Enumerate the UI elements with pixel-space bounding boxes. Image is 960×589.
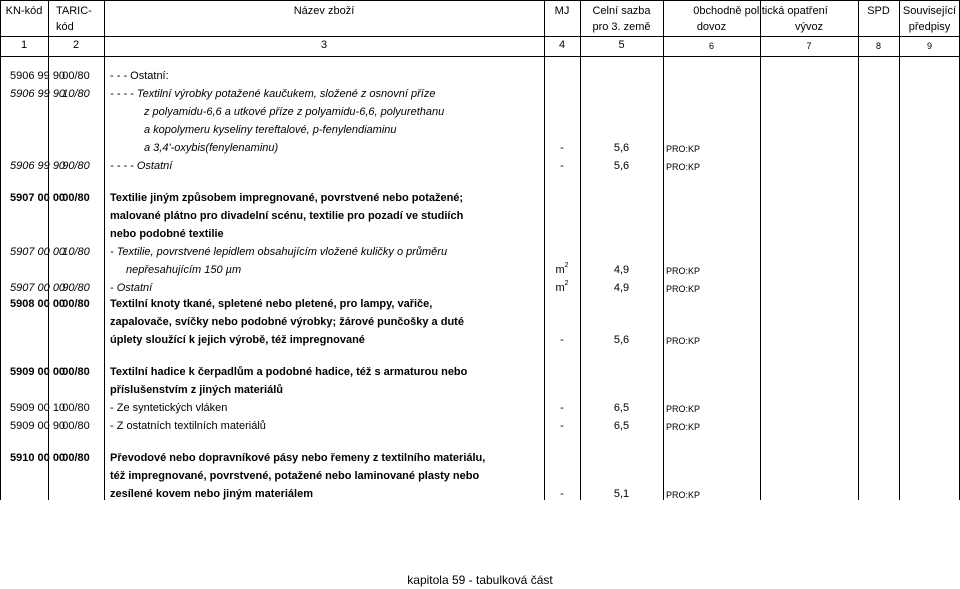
row-description: zesílené kovem nebo jiným materiálem [110, 488, 313, 500]
row-unit: - [560, 142, 564, 154]
row-import-measure: PRO:KP [666, 144, 701, 154]
row-description: a kopolymeru kyseliny tereftalové, p-fenylendiaminu [144, 124, 397, 136]
row-kn-code: 5907 00 00 [10, 246, 66, 258]
header-spd: SPD [867, 5, 890, 17]
col-border-left [0, 0, 1, 500]
header-measures: 0bchodně politická opatření [693, 5, 828, 17]
header-related: Související [902, 5, 957, 17]
row-import-measure: PRO:KP [666, 284, 701, 294]
row-kn-code: 5906 99 90 [10, 88, 66, 100]
row-description: a 3,4'-oxybis(fenylenaminu) [144, 142, 279, 154]
col-num-3: 3 [320, 39, 328, 51]
row-description: - Ze syntetických vláken [110, 402, 228, 414]
row-description: - Textilie, povrstvené lepidlem obsahujícím vložené kuličky o průměru [110, 246, 448, 258]
row-import-measure: PRO:KP [666, 490, 701, 500]
row-description: - - - Ostatní: [110, 70, 169, 82]
header-taric: TARIC- [56, 5, 92, 17]
row-import-measure: PRO:KP [666, 336, 701, 346]
row-duty-rate: 5,6 [613, 160, 630, 172]
row-duty-rate: 5,1 [613, 488, 630, 500]
row-description: Převodové nebo dopravníkové pásy nebo řemeny z textilního materiálu, [110, 452, 486, 464]
header-third-countries: pro 3. země [592, 21, 651, 33]
header-divider [0, 36, 960, 37]
row-unit: $m^2$ [555, 280, 569, 294]
row-import-measure: PRO:KP [666, 404, 701, 414]
row-description: úplety sloužící k jejich výrobě, též impregnované [110, 334, 365, 346]
row-import-measure: PRO:KP [666, 162, 701, 172]
row-import-measure: PRO:KP [666, 266, 701, 276]
row-unit: - [560, 488, 564, 500]
row-taric-code: 00/80 [62, 420, 90, 432]
row-taric-code: 00/80 [62, 192, 90, 204]
col-border [760, 0, 761, 500]
row-import-measure: PRO:KP [666, 422, 701, 432]
row-kn-code: 5906 99 90 [10, 70, 66, 82]
col-num-1: 1 [20, 39, 28, 51]
page-footer: kapitola 59 - tabulková část [407, 573, 553, 587]
col-border [663, 0, 664, 500]
header-kn: KN-kód [5, 5, 43, 17]
row-unit: - [560, 402, 564, 414]
header-import: dovoz [696, 21, 727, 33]
row-taric-code: 10/80 [62, 246, 90, 258]
col-num-8: 8 [875, 41, 881, 51]
row-unit: - [560, 420, 564, 432]
unit-exponent: 2 [564, 280, 569, 287]
row-description: Textilie jiným způsobem impregnované, povrstvené nebo potažené; [110, 192, 464, 204]
row-description: příslušenstvím z jiných materiálů [110, 384, 284, 396]
row-duty-rate: 5,6 [613, 142, 630, 154]
row-kn-code: 5909 00 10 [10, 402, 66, 414]
row-description: - - - - Textilní výrobky potažené kaučukem, složené z osnovní příze [110, 88, 436, 100]
col-num-6: 6 [708, 41, 714, 51]
col-num-4: 4 [558, 39, 566, 51]
row-kn-code: 5906 99 90 [10, 160, 66, 172]
row-description: malované plátno pro divadelní scénu, textilie pro pozadí ve studiích [110, 210, 464, 222]
row-duty-rate: 4,9 [613, 282, 630, 294]
header-mj: MJ [554, 5, 570, 17]
row-description: z polyamidu-6,6 a utkové příze z polyamidu-6,6, polyurethanu [144, 106, 445, 118]
row-duty-rate: 5,6 [613, 334, 630, 346]
row-kn-code: 5910 00 00 [10, 452, 66, 464]
header-bottom-border [0, 56, 960, 57]
row-unit: - [560, 160, 564, 172]
row-description: - Ostatní [110, 282, 153, 294]
row-taric-code: 00/80 [62, 298, 90, 310]
row-duty-rate: 6,5 [613, 420, 630, 432]
row-taric-code: 00/80 [62, 452, 90, 464]
row-description: - - - - Ostatní [110, 160, 173, 172]
col-border [104, 0, 105, 500]
row-description: nepřesahujícím 150 µm [126, 264, 242, 276]
row-kn-code: 5909 00 00 [10, 366, 66, 378]
col-num-5: 5 [618, 39, 625, 51]
row-description: Textilní hadice k čerpadlům a podobné hadice, též s armaturou nebo [110, 366, 468, 378]
row-description: zapalovače, svíčky nebo podobné výrobky; žárové punčošky a duté [110, 316, 464, 328]
row-unit: - [560, 334, 564, 346]
row-duty-rate: 4,9 [613, 264, 630, 276]
col-border [858, 0, 859, 500]
header-kod: kód [56, 21, 74, 33]
row-duty-rate: 6,5 [613, 402, 630, 414]
row-taric-code: 10/80 [62, 88, 90, 100]
header-export: vývoz [794, 21, 824, 33]
unit-exponent: 2 [564, 262, 569, 269]
row-description: nebo podobné textilie [110, 228, 224, 240]
col-num-9: 9 [926, 41, 932, 51]
col-num-7: 7 [806, 41, 812, 51]
row-kn-code: 5907 00 00 [10, 192, 66, 204]
row-taric-code: 00/80 [62, 402, 90, 414]
row-taric-code: 90/80 [62, 160, 90, 172]
row-kn-code: 5907 00 00 [10, 282, 66, 294]
row-kn-code: 5909 00 90 [10, 420, 66, 432]
col-num-2: 2 [72, 39, 80, 51]
header-regulations: předpisy [908, 21, 951, 33]
row-unit: $m^2$ [555, 262, 569, 276]
header-name: Název zboží [293, 5, 355, 17]
row-taric-code: 00/80 [62, 366, 90, 378]
row-taric-code: 00/80 [62, 70, 90, 82]
row-kn-code: 5908 00 00 [10, 298, 66, 310]
row-taric-code: 90/80 [62, 282, 90, 294]
col-border [899, 0, 900, 500]
table-top-border [0, 0, 960, 1]
header-duty: Celní sazba [592, 5, 651, 17]
row-description: Textilní knoty tkané, spletené nebo pletené, pro lampy, vařiče, [110, 298, 433, 310]
row-description: též impregnované, povrstvené, potažené nebo laminované plasty nebo [110, 470, 480, 482]
row-description: - Z ostatních textilních materiálů [110, 420, 266, 432]
